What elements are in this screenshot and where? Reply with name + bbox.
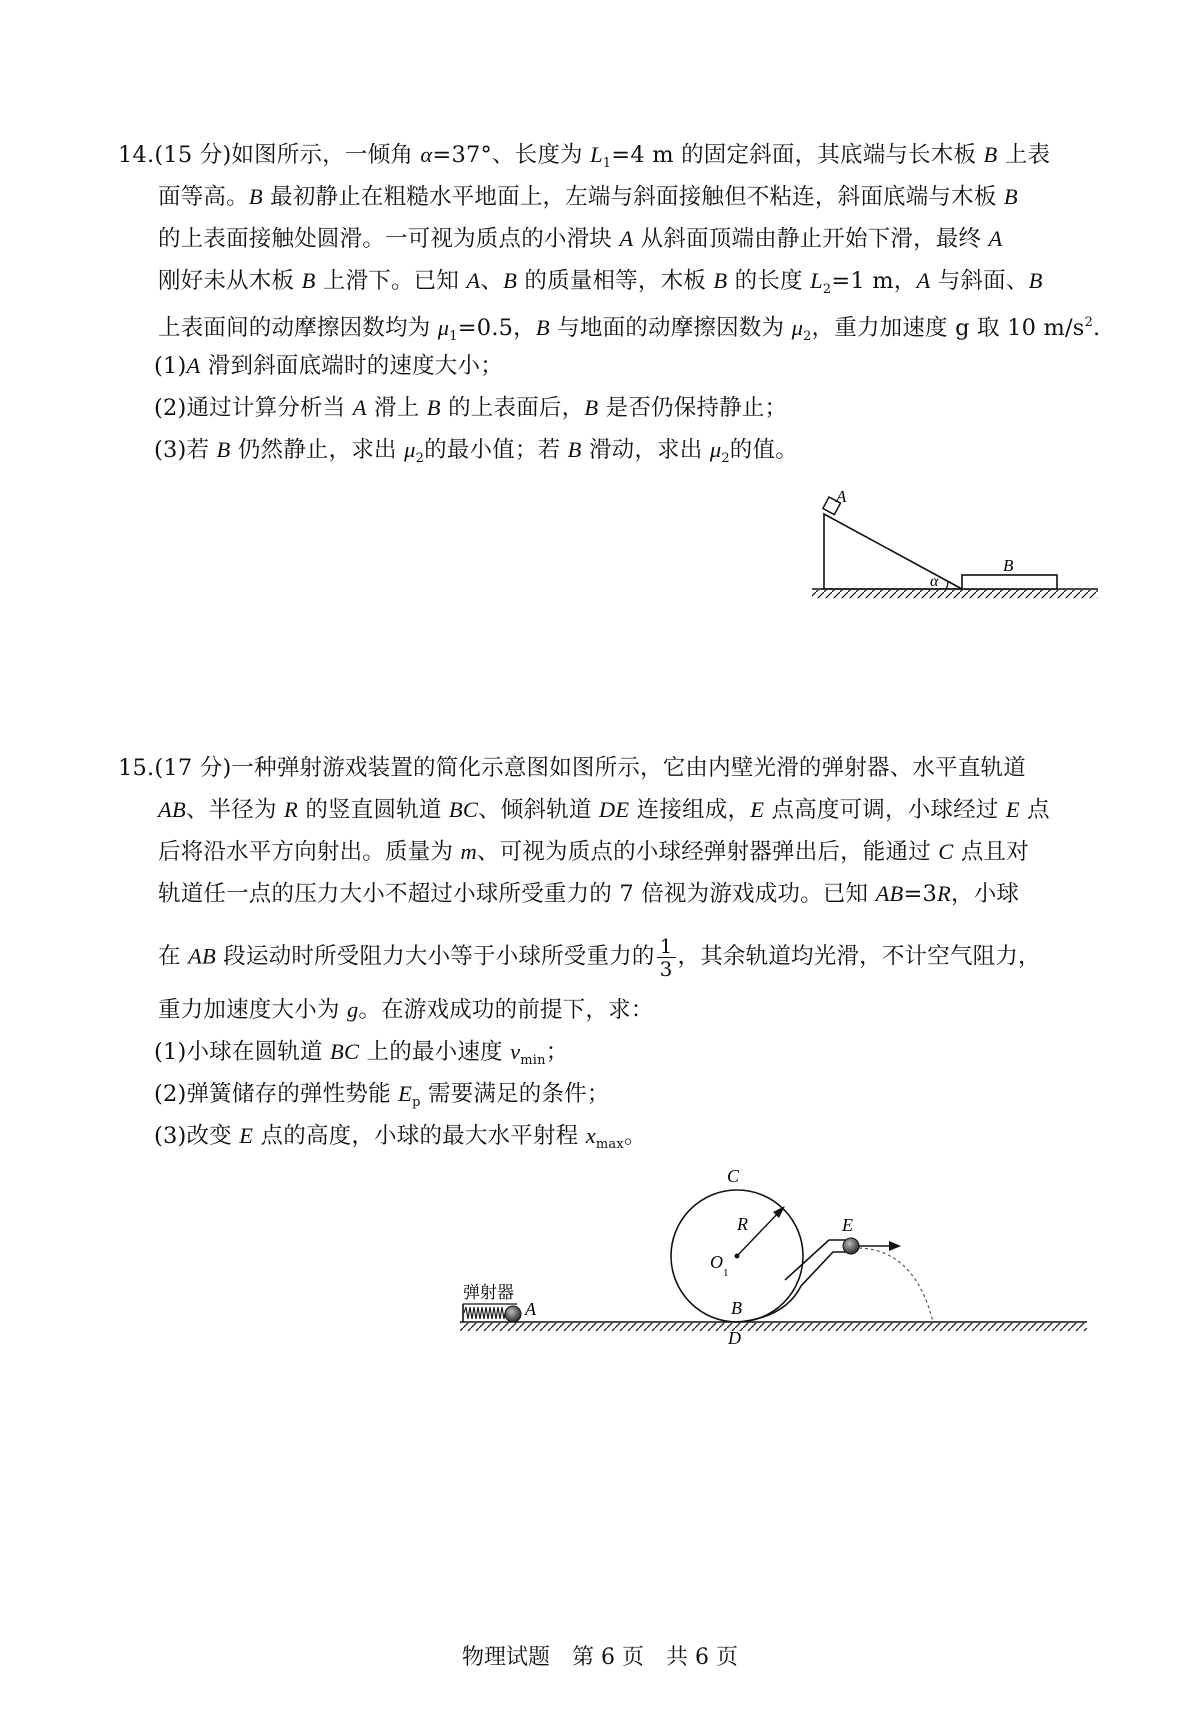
symbol-A: A: [619, 226, 634, 251]
symbol-DE: DE: [598, 797, 630, 822]
symbol-BC: BC: [448, 797, 479, 822]
q14-line-3: [158, 224, 1002, 254]
fraction-denominator: 3: [659, 957, 673, 981]
symbol-B: B: [535, 315, 550, 340]
text: 后将沿水平方向射出。质量为: [158, 839, 461, 865]
text: 面等高。: [158, 184, 249, 210]
text: =3: [903, 881, 938, 907]
q15-part-3: [154, 1121, 647, 1160]
ball-e: [843, 1238, 859, 1254]
label-c: C: [727, 1168, 740, 1186]
symbol-E: E: [398, 1081, 413, 1106]
fraction-one-third: [657, 935, 676, 980]
symbol-B: B: [301, 268, 316, 293]
label-a: A: [836, 487, 847, 506]
board-b: [962, 575, 1057, 589]
label-alpha: α: [930, 573, 939, 590]
q15-line-1: [118, 753, 1026, 783]
label-d: D: [728, 1328, 741, 1348]
subscript: 1: [449, 329, 458, 344]
symbol-mu: μ: [709, 437, 722, 462]
text: 最初静止在粗糙水平地面上，左端与斜面接触但不粘连，斜面底端与木板: [262, 184, 1004, 210]
text: 的长度: [727, 268, 811, 294]
text: 轨道任一点的压力大小不超过小球所受重力的 7 倍视为游戏成功。已知: [158, 881, 876, 907]
subscript: 2: [822, 282, 832, 297]
symbol-R: R: [284, 797, 298, 822]
text: 、倾斜轨道: [478, 797, 599, 823]
symbol-B: B: [216, 437, 231, 462]
text: =37°、长度为: [432, 142, 591, 168]
subscript: min: [520, 1053, 546, 1068]
symbol-B: B: [567, 437, 582, 462]
symbol-x: x: [585, 1123, 596, 1148]
symbol-R: R: [937, 881, 951, 906]
symbol-mu: μ: [791, 315, 804, 340]
text: 点高度可调，小球经过: [764, 797, 1006, 823]
text: 上滑下。已知: [315, 268, 467, 294]
text: 滑到斜面底端时的速度大小；: [200, 353, 503, 379]
text: (2)弹簧储存的弹性势能: [154, 1081, 399, 1107]
q14-part-3: [154, 435, 798, 474]
text: 刚好未从木板: [158, 268, 302, 294]
symbol-E: E: [239, 1123, 254, 1148]
text: 14.(15 分)如图所示，一倾角: [118, 142, 421, 168]
symbol-mu: μ: [404, 437, 416, 462]
velocity-arrowhead: [889, 1241, 901, 1251]
symbol-mu: μ: [437, 315, 450, 340]
text: 滑上: [366, 395, 427, 421]
text: 、半径为: [185, 797, 285, 823]
q14-line-5: [158, 308, 1100, 352]
text: (1): [154, 353, 187, 379]
text: (3)改变: [154, 1123, 240, 1149]
symbol-A: A: [916, 268, 931, 293]
text: 从斜面顶端由静止开始下滑，最终: [633, 226, 989, 252]
symbol-v: v: [510, 1039, 521, 1064]
text: 的上表面后，: [440, 395, 585, 421]
q14-line-1: [118, 140, 1050, 179]
text: 15.(17 分)一种弹射游戏装置的简化示意图如图所示，它由内壁光滑的弹射器、水平直轨道: [118, 755, 1026, 781]
text: 滑动，求出: [581, 437, 710, 463]
q14-incline-figure: [800, 480, 1100, 610]
q15-line-4: [158, 879, 1019, 909]
label-o-sub: 1: [723, 1267, 729, 1279]
symbol-A: A: [352, 395, 367, 420]
text: =0.5，: [457, 315, 536, 341]
text: 段运动时所受阻力大小等于小球所受重力的: [215, 943, 655, 970]
text: 与地面的动摩擦因数为: [549, 315, 792, 341]
label-b: B: [1003, 556, 1014, 575]
text: 。: [623, 1123, 647, 1149]
text: (2)通过计算分析当: [154, 395, 353, 421]
label-o: O: [710, 1252, 723, 1272]
text: 的最小值；若: [424, 437, 568, 463]
symbol-AB: AB: [158, 797, 186, 822]
symbol-B: B: [983, 142, 998, 167]
text: =4 m 的固定斜面，其底端与长木板: [611, 142, 984, 168]
q15-launcher-figure: [455, 1168, 1095, 1358]
text: .: [1093, 315, 1101, 341]
subscript: 2: [721, 451, 730, 466]
text: 需要满足的条件；: [420, 1081, 610, 1107]
symbol-B: B: [503, 268, 518, 293]
label-e: E: [842, 1215, 853, 1235]
symbol-AB: AB: [875, 881, 904, 906]
ball-a: [505, 1306, 521, 1322]
symbol-C: C: [938, 839, 954, 864]
symbol-g: g: [346, 997, 359, 1022]
text: 是否仍保持静止；: [598, 395, 788, 421]
ground-hatch: [460, 1323, 1087, 1331]
symbol-E: E: [750, 797, 765, 822]
subscript: 2: [803, 329, 812, 344]
q15-line-6: [158, 995, 654, 1025]
q15-line-5: [158, 935, 1041, 980]
text: 在: [158, 943, 189, 970]
symbol-B: B: [248, 184, 263, 209]
text: 的值。: [729, 437, 798, 463]
text: 点且对: [953, 839, 1029, 865]
q14-line-4: [158, 266, 1043, 305]
symbol-alpha: α: [420, 142, 433, 167]
incline: [824, 514, 962, 589]
subscript: p: [412, 1095, 421, 1110]
symbol-B: B: [1003, 184, 1018, 209]
text: 仍然静止，求出: [230, 437, 405, 463]
q14-part-2: [154, 393, 787, 423]
text: =1 m，: [831, 268, 917, 294]
symbol-A: A: [186, 353, 201, 378]
label-launcher: 弹射器: [463, 1283, 514, 1303]
text: 上的最小速度: [359, 1039, 511, 1065]
incline-track-upper: [785, 1240, 829, 1280]
symbol-B: B: [584, 395, 599, 420]
symbol-m: m: [460, 839, 477, 864]
text: (3)若: [154, 437, 217, 463]
q15-part-2: [154, 1079, 610, 1118]
text: 重力加速度大小为: [158, 997, 347, 1023]
q15-part-1: [154, 1037, 568, 1076]
text: 的质量相等，木板: [517, 268, 714, 294]
text: (1)小球在圆轨道: [154, 1039, 331, 1065]
text: 的上表面接触处圆滑。一可视为质点的小滑块: [158, 226, 620, 252]
text: 点: [1019, 797, 1050, 823]
subscript: max: [595, 1137, 624, 1152]
label-b: B: [731, 1298, 742, 1318]
q15-line-3: [158, 837, 1029, 867]
fraction-numerator: 1: [657, 935, 676, 958]
label-a: A: [525, 1299, 536, 1319]
text: 、可视为质点的小球经弹射器弹出后，能通过: [476, 839, 939, 865]
label-r: R: [737, 1214, 748, 1234]
symbol-A: A: [988, 226, 1003, 251]
q14-part-1: [154, 351, 503, 381]
symbol-AB: AB: [188, 943, 216, 969]
q15-line-2: [158, 795, 1050, 825]
symbol-L: L: [810, 268, 823, 293]
symbol-E: E: [1005, 797, 1020, 822]
text: ，重力加速度 g 取 10 m/s: [811, 315, 1085, 341]
subscript: 2: [415, 451, 425, 466]
symbol-A: A: [466, 268, 481, 293]
text: 点的高度，小球的最大水平射程: [253, 1123, 586, 1149]
text: ，其余轨道均光滑，不计空气阻力，: [677, 943, 1041, 970]
subscript: 1: [602, 156, 612, 171]
text: 连接组成，: [629, 797, 751, 823]
text: ，小球: [951, 881, 1020, 907]
symbol-B: B: [426, 395, 441, 420]
superscript: 2: [1084, 315, 1094, 330]
symbol-B: B: [713, 268, 728, 293]
q14-line-2: [158, 182, 1018, 212]
spring: [464, 1307, 505, 1319]
text: 的竖直圆轨道: [298, 797, 449, 823]
angle-arc: [946, 582, 948, 589]
ground-hatch: [812, 590, 1098, 598]
text: 与斜面、: [930, 268, 1029, 294]
text: 上表面间的动摩擦因数均为: [158, 315, 438, 341]
trajectory: [859, 1248, 933, 1322]
text: 上表: [997, 142, 1051, 168]
page-footer: 物理试题 第 6 页 共 6 页: [462, 1645, 738, 1670]
symbol-B: B: [1028, 268, 1043, 293]
text: 、: [480, 268, 504, 294]
symbol-L: L: [590, 142, 603, 167]
text: 。在游戏成功的前提下，求：: [358, 997, 654, 1023]
text: ；: [545, 1039, 569, 1065]
symbol-BC: BC: [330, 1039, 360, 1064]
